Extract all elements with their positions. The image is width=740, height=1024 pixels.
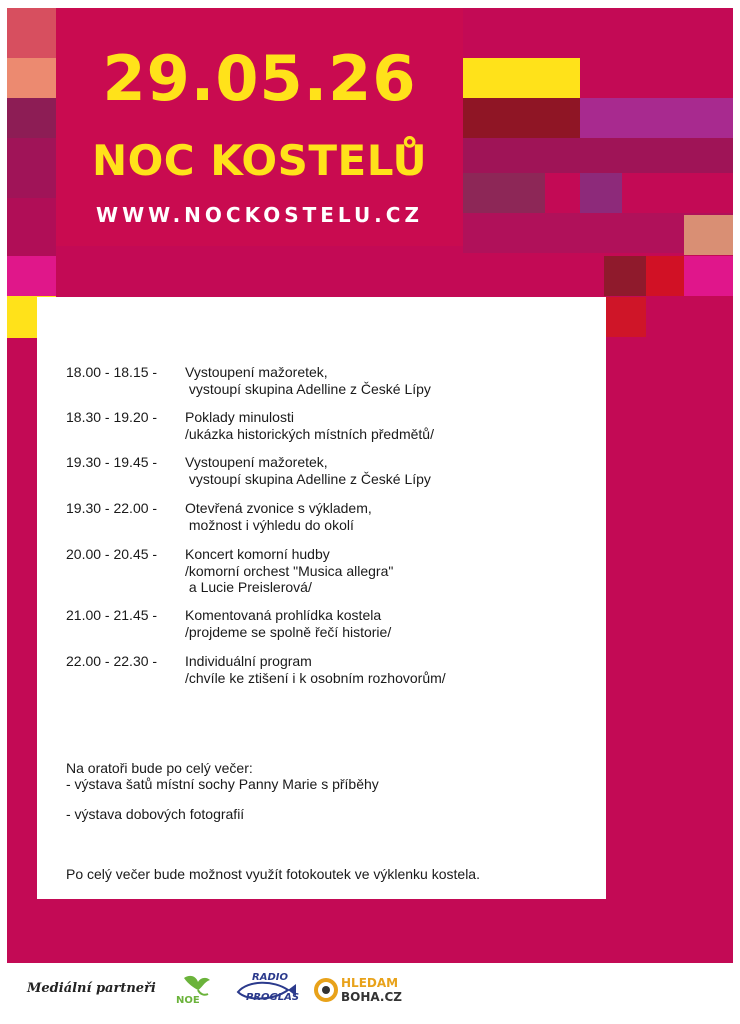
boha-text: BOHA.CZ bbox=[341, 990, 402, 1004]
hledam-text: HLEDAM bbox=[341, 976, 399, 990]
event-website: WWW.NOCKOSTELU.CZ bbox=[96, 203, 423, 227]
noe-logo bbox=[174, 970, 218, 1010]
radio-text: RADIO bbox=[252, 972, 288, 983]
oratory-heading: Na oratoři bude po celý večer: bbox=[66, 760, 253, 776]
schedule-time: 22.00 - 22.30 - bbox=[66, 653, 158, 669]
photo-corner-note: Po celý večer bude možnost využít fotokoutek ve výklenku kostela. bbox=[66, 866, 480, 882]
event-date: 29.05.26 bbox=[102, 42, 417, 115]
hledam-boha-logo bbox=[313, 974, 413, 1008]
noe-logo-text: NOE bbox=[176, 995, 200, 1006]
schedule-time: 19.30 - 22.00 - bbox=[66, 500, 158, 516]
oratory-item: - výstava šatů místní sochy Panny Marie s příběhy bbox=[66, 776, 379, 792]
schedule-description: Koncert komorní hudby /komorní orchest "Musica allegra" a Lucie Preislerová/ bbox=[185, 546, 394, 595]
title-block bbox=[56, 8, 463, 246]
schedule-time: 19.30 - 19.45 - bbox=[66, 454, 158, 470]
schedule-time: 20.00 - 20.45 - bbox=[66, 546, 158, 562]
schedule-description: Vystoupení mažoretek, vystoupí skupina Adelline z České Lípy bbox=[185, 454, 431, 487]
schedule-description: Komentovaná prohlídka kostela /projdeme se spolně řečí historie/ bbox=[185, 607, 392, 640]
search-ring-icon bbox=[313, 976, 339, 1006]
proglas-text: PROGLAS bbox=[246, 992, 300, 1003]
oratory-item: - výstava dobových fotografií bbox=[66, 806, 245, 822]
schedule-time: 18.00 - 18.15 - bbox=[66, 364, 158, 380]
schedule-time: 21.00 - 21.45 - bbox=[66, 607, 158, 623]
schedule-description: Poklady minulosti /ukázka historických místních předmětů/ bbox=[185, 409, 434, 442]
radio-proglas-logo bbox=[234, 970, 298, 1008]
schedule-time: 18.30 - 19.20 - bbox=[66, 409, 158, 425]
schedule-description: Otevřená zvonice s výkladem, možnost i výhledu do okolí bbox=[185, 500, 372, 533]
event-name: NOC KOSTELŮ bbox=[91, 136, 428, 185]
schedule-description: Vystoupení mažoretek, vystoupí skupina Adelline z České Lípy bbox=[185, 364, 431, 397]
media-partners-label: Mediální partneři bbox=[27, 981, 156, 996]
schedule-description: Individuální program /chvíle ke ztišení i k osobním rozhovorům/ bbox=[185, 653, 446, 686]
